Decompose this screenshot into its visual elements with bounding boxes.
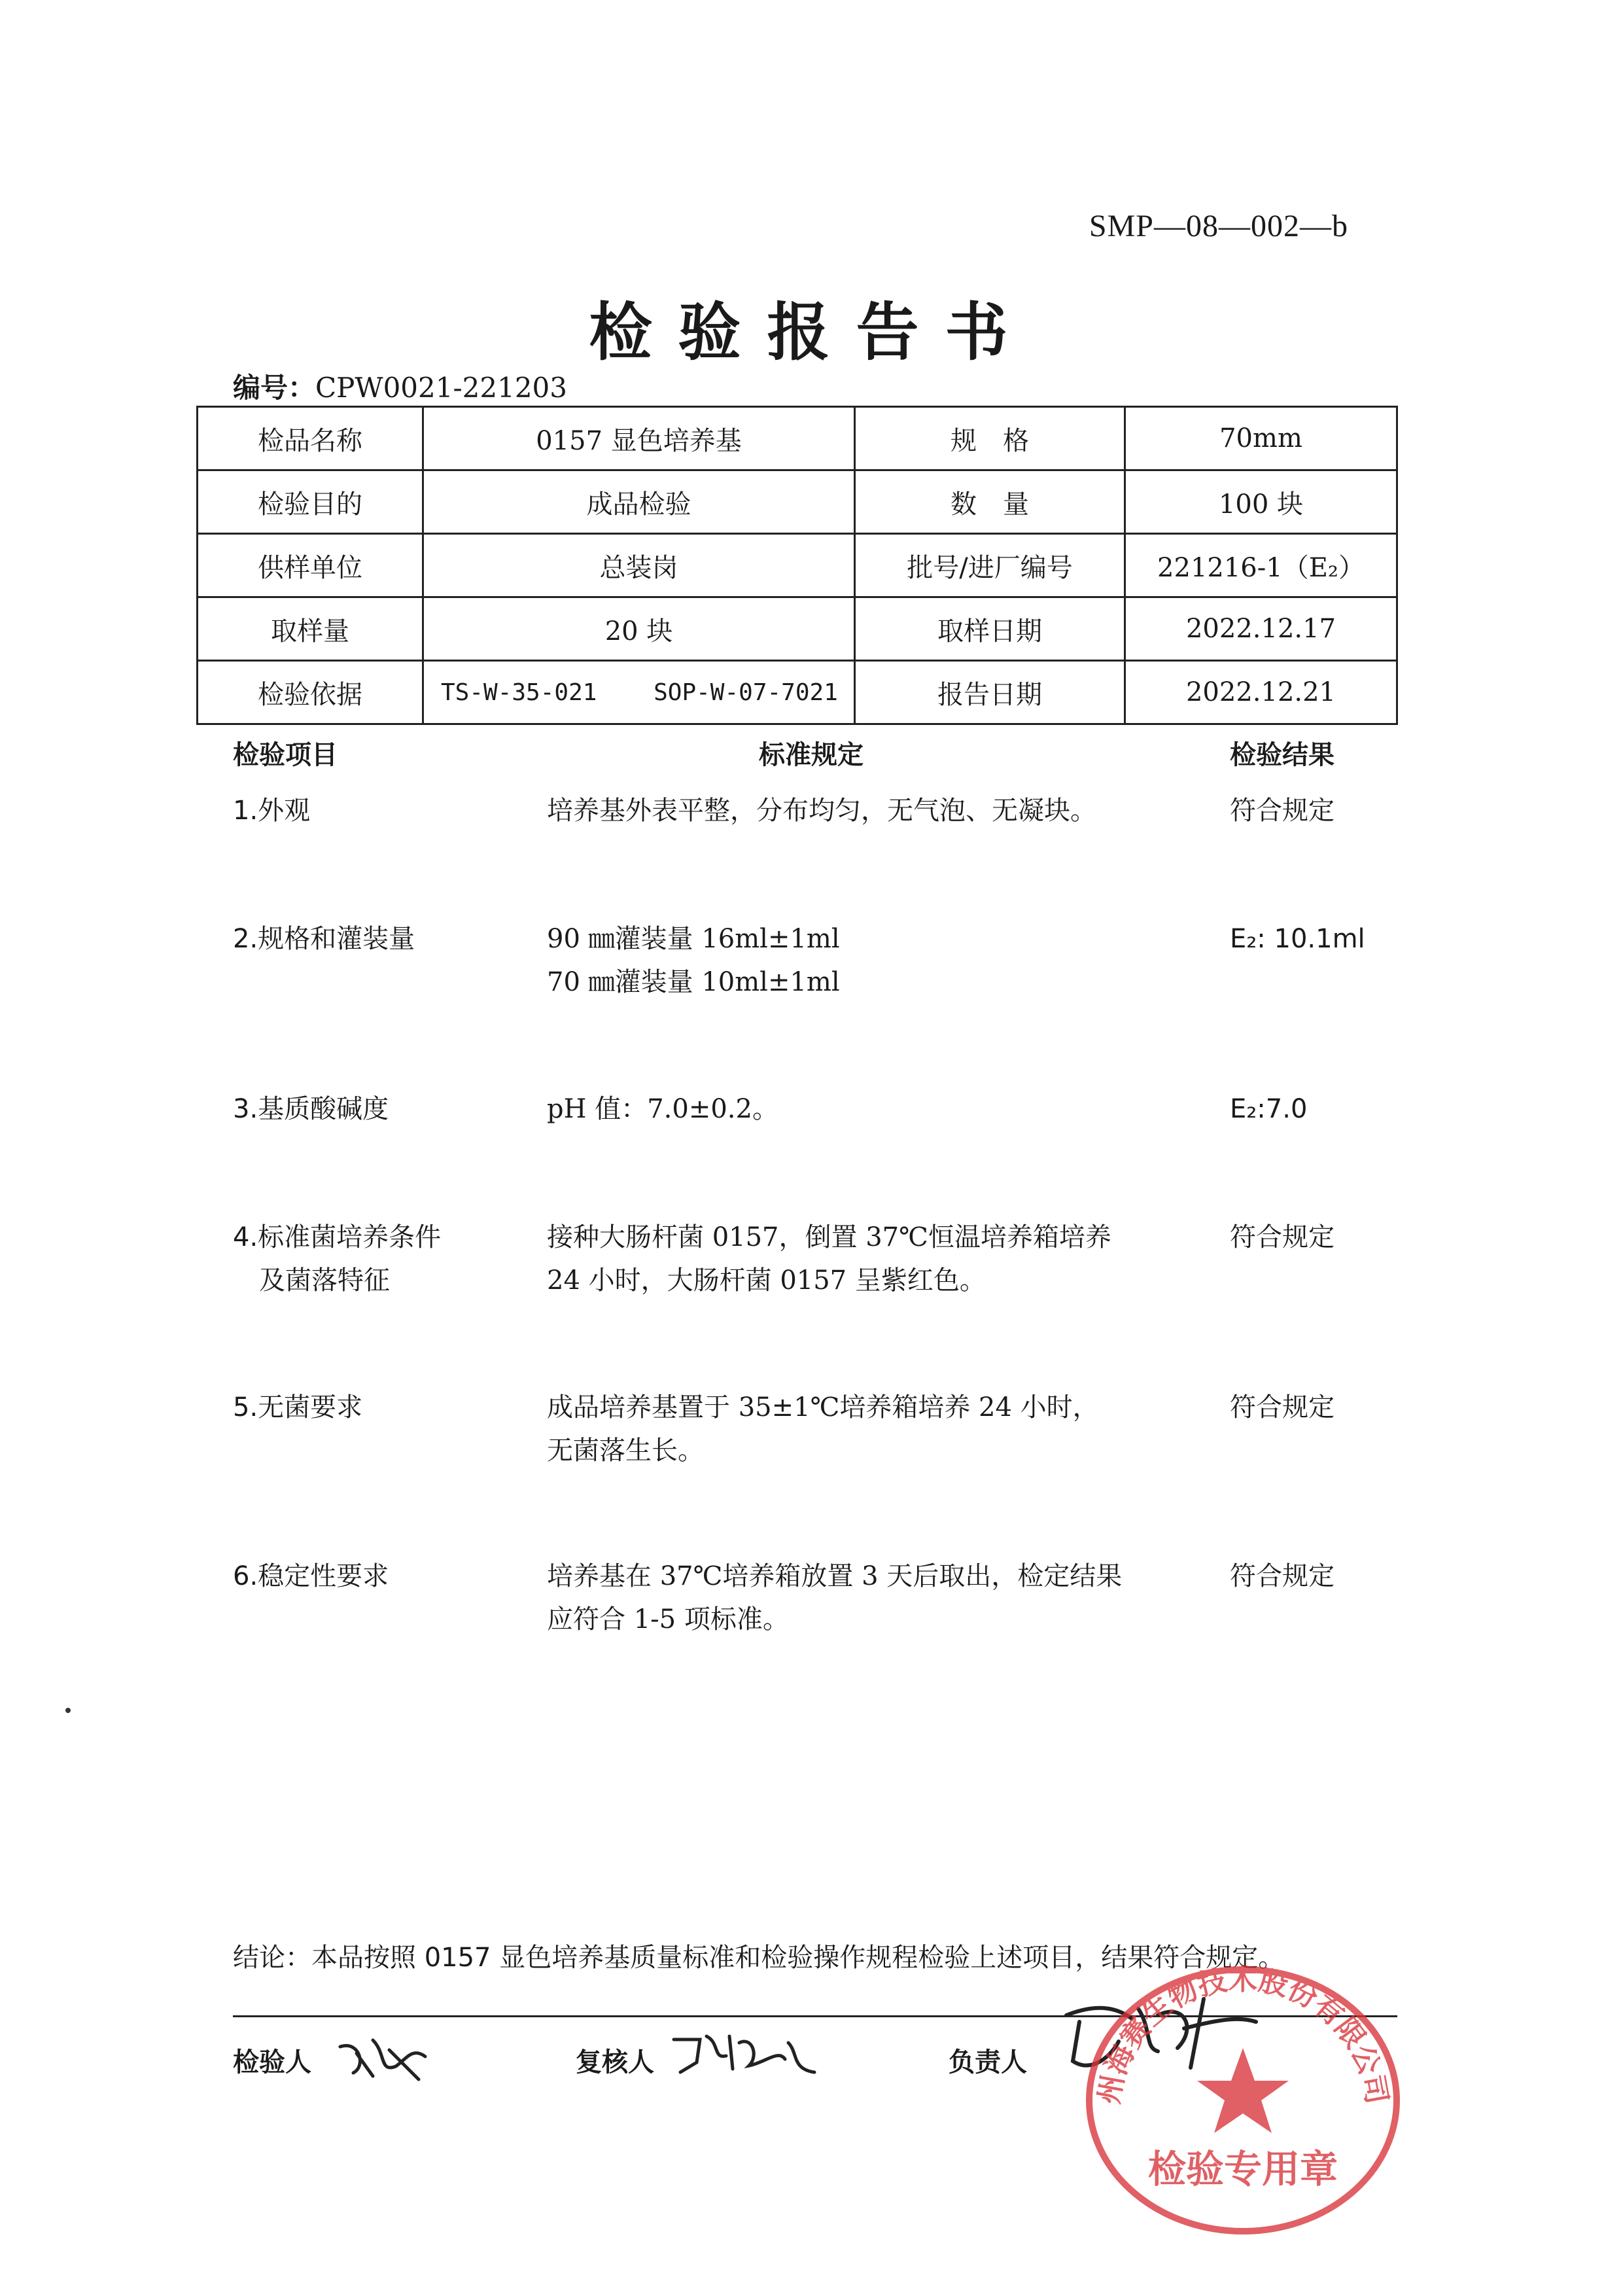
- column-header-item: 检验项目: [233, 740, 338, 770]
- report-number: [233, 366, 567, 406]
- reviewer-signature: [667, 2023, 824, 2082]
- seal-company-text: 州海赛生物技术股份有限公司: [1092, 1963, 1394, 2107]
- quantity-label: 数 量: [855, 470, 1125, 534]
- spec-label: 规 格: [855, 407, 1125, 470]
- info-table: [196, 406, 1398, 725]
- report-date-label: 报告日期: [855, 661, 1125, 724]
- seal-label: 检验专用章: [1147, 2147, 1338, 2191]
- test-item-name: 4.标准菌培养条件 及菌落特征: [233, 1222, 442, 1296]
- spec-value: 70mm: [1125, 407, 1397, 470]
- purpose-value: 成品检验: [423, 470, 855, 534]
- supplier-label: 供样单位: [198, 534, 423, 597]
- batch-label: 批号/进厂编号: [855, 534, 1125, 597]
- test-item-result: E₂:7.0: [1230, 1094, 1308, 1124]
- table-row: [198, 407, 1397, 470]
- batch-value: 221216-1（E₂）: [1125, 534, 1397, 597]
- test-item-name: 6.稳定性要求: [233, 1561, 389, 1591]
- column-header-standard: 标准规定: [759, 740, 864, 770]
- test-item-name: 3.基质酸碱度: [233, 1094, 389, 1124]
- inspection-seal: [1073, 1924, 1413, 2264]
- quantity-value: 100 块: [1125, 470, 1397, 534]
- test-item-result: 符合规定: [1230, 796, 1335, 826]
- inspector-signature: [334, 2027, 432, 2086]
- sample-date-label: 取样日期: [855, 597, 1125, 661]
- seal-star-icon: [1197, 2048, 1289, 2133]
- responsible-label: 负责人: [949, 2047, 1027, 2077]
- test-item-standard: 接种大肠杆菌 0157，倒置 37℃恒温培养箱培养 24 小时，大肠杆菌 0157 呈紫红色。: [547, 1222, 1111, 1296]
- sample-amount-label: 取样量: [198, 597, 423, 661]
- test-item-standard: 90 ㎜灌装量 16ml±1ml 70 ㎜灌装量 10ml±1ml: [547, 924, 840, 997]
- test-item-name: 5.无菌要求: [233, 1392, 363, 1422]
- sample-amount-value: 20 块: [423, 597, 855, 661]
- test-item-result: 符合规定: [1230, 1561, 1335, 1591]
- test-item-standard: 培养基外表平整，分布均匀，无气泡、无凝块。: [547, 796, 1096, 826]
- test-item-result: E₂: 10.1ml: [1230, 924, 1365, 954]
- test-item-name: 1.外观: [233, 796, 311, 826]
- test-item-result: 符合规定: [1230, 1222, 1335, 1252]
- product-name-value: 0157 显色培养基: [423, 407, 855, 470]
- document-title: 检验报告书: [589, 296, 1034, 369]
- table-row: [198, 661, 1397, 724]
- product-name-label: 检品名称: [198, 407, 423, 470]
- test-item-name: 2.规格和灌装量: [233, 924, 415, 954]
- column-header-result: 检验结果: [1230, 740, 1335, 770]
- report-number-label: 编号：: [233, 372, 316, 404]
- reviewer-label: 复核人: [576, 2047, 654, 2077]
- test-item-standard: 培养基在 37℃培养箱放置 3 天后取出，检定结果 应符合 1-5 项标准。: [547, 1561, 1123, 1634]
- document-code: SMP—08—002—b: [1089, 209, 1348, 243]
- test-item-standard: 成品培养基置于 35±1℃培养箱培养 24 小时， 无菌落生长。: [547, 1392, 1099, 1466]
- test-item-standard: pH 值：7.0±0.2。: [547, 1094, 778, 1124]
- basis-value: TS-W-35-021 SOP-W-07-7021: [423, 661, 855, 724]
- inspector-label: 检验人: [233, 2047, 311, 2077]
- report-date-value: 2022.12.21: [1125, 661, 1397, 724]
- table-row: [198, 470, 1397, 534]
- basis-label: 检验依据: [198, 661, 423, 724]
- table-row: [198, 597, 1397, 661]
- table-row: [198, 534, 1397, 597]
- purpose-label: 检验目的: [198, 470, 423, 534]
- report-number-value: CPW0021-221203: [315, 372, 567, 404]
- conclusion-text: 结论：本品按照 0157 显色培养基质量标准和检验操作规程检验上述项目，结果符合规定。: [233, 1943, 1285, 1973]
- sample-date-value: 2022.12.17: [1125, 597, 1397, 661]
- scan-speck: [65, 1708, 71, 1713]
- test-item-result: 符合规定: [1230, 1392, 1335, 1422]
- supplier-value: 总装岗: [423, 534, 855, 597]
